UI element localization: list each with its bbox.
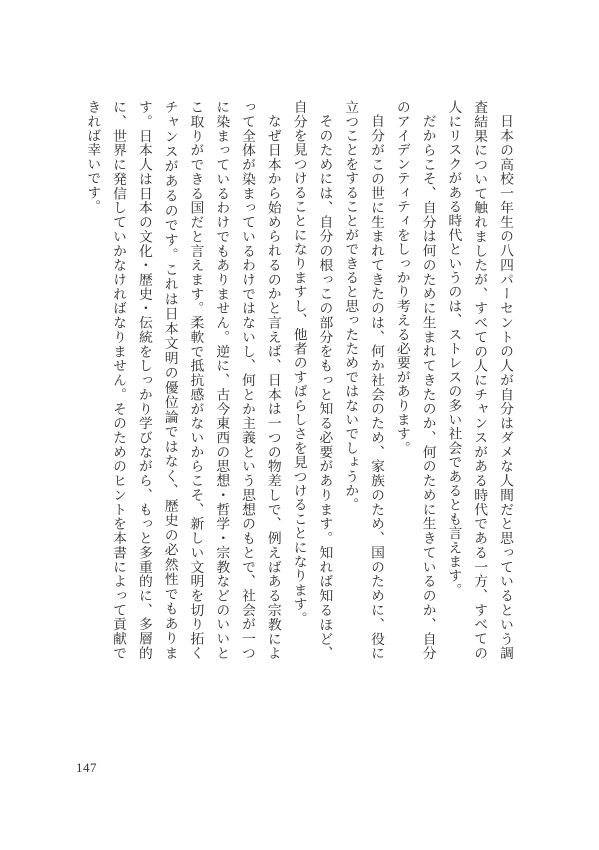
paragraph-3: 自分がこの世に生まれてきたのは、何か社会のため、家族のため、国のために、役に立つことをすることができると思ったためではないでしょうか。 [342,100,385,660]
page-number: 147 [76,760,97,775]
body-text [78,100,517,660]
paragraph-1: 日本の高校一年生の八四パーセントの人が自分はダメな人間だと思っているという調査結果について触れましたが、すべての人にチャンスがある時代である一方、すべての人にリスクがある時代というのは、ストレスの多い社会であるとも言えます。 [445,100,513,660]
paragraph-5: なぜ日本から始められるのかと言えば、日本は一つの物差しで、例えばある宗教によって全体が染まっているわけではないし、何とか主義という思想のもとで、社会が一つに染まっているわけでもありません。逆に、古今東西の思想・哲学・宗教などのいいとこ取りができる国だと言えます。柔軟で抵抗感がないからこそ、新しい文明を切り拓くチャンスがあるのです。これは日本文明の優位論ではなく、歴史の必然性でもあります。日本人は日本の文化・歴史・伝統をしっかり学びながら、もっと多重的に、多層的に、世界に発信していかなければなりません。そのためのヒントを本書によって貢献できれば幸いです。 [84,100,281,660]
paragraph-2: だからこそ、自分は何のために生まれてきたのか、何のために生きているのか、自分のアイデンティティをしっかり考える必要があります。 [393,100,436,660]
paragraph-4: そのためには、自分の根っこの部分をもっと知る必要があります。知れば知るほど、自分を見つけることになりますし、他者のすばらしさを見つけることになります。 [290,100,333,660]
